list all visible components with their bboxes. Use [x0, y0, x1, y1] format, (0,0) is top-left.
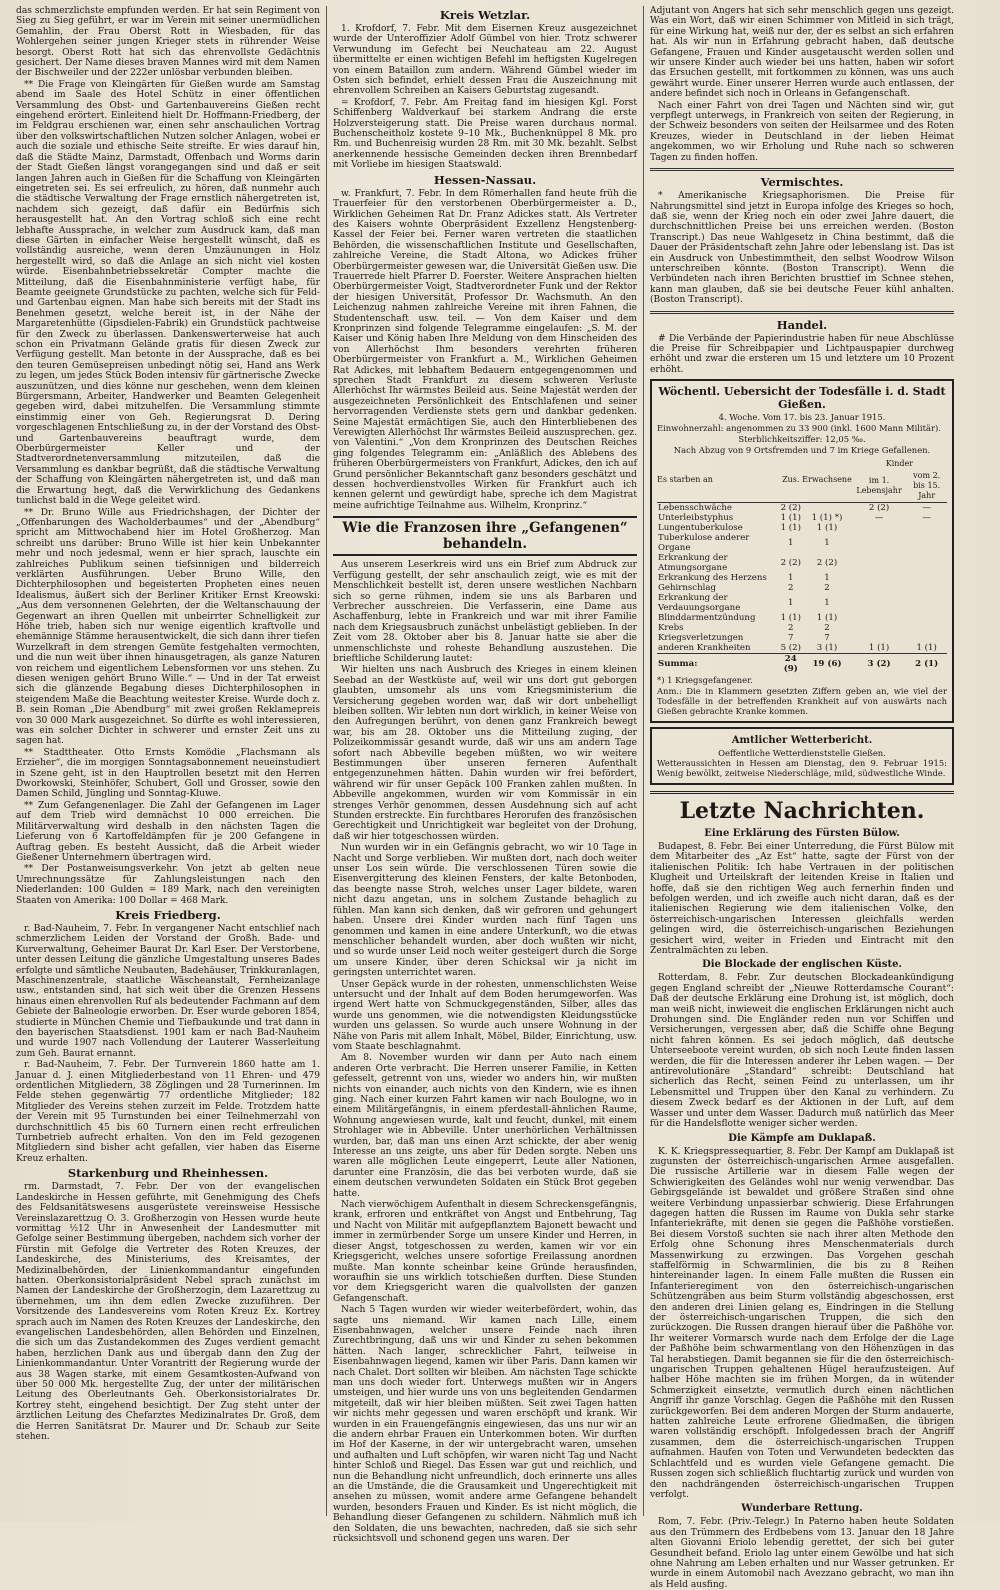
deaths-title: Wöchentl. Uebersicht der Todesfälle i. d. Stadt Gießen. [658, 385, 946, 412]
deaths-table [657, 458, 947, 674]
deaths-row [657, 503, 947, 514]
deaths-adults: 19 (6) [802, 654, 852, 675]
deaths-first-year: 3 (2) [852, 654, 907, 675]
deaths-table-body [657, 503, 947, 675]
weather-subtitle: Oeffentliche Wetterdienststelle Gießen. [718, 747, 886, 758]
deaths-first-year [852, 523, 907, 533]
article-franzosen-intro: Aus unserem Leserkreis wird uns ein Brief zum Abdruck zur Verfügung gestellt, der sehr anschaulich zeigt, wie es mit der Menschlichkeit bestellt ist, deren unsere westlichen Nachbarn sich so gerne rühmen, indem sie uns als Barbaren und Verbrecher ausschreien. Die Verfasserin, eine Dame aus Aschaffenburg, lebte in Frankreich und war mit ihrer Familie nach dem Kriegsausbruch zunächst unbelästigt geblieben. In der Zeit vom 28. Oktober aber bis 8. Januar hatte sie aber die unmenschlichste und roheste Behandlung auszustehen. Die brieftliche Schilderung lautet: [333, 560, 637, 664]
article-franzosen-p3: Unser Gepäck wurde in der rohesten, unmenschlichsten Weise untersucht und der Inhalt auf dem Boden herumgeworfen. Was irgend Wert hatte von Schmuckgegenständen, Silber, alles das wurde uns genommen, wie die notwendigsten Kleidungsstücke wurden uns gelassen. So wurde auch unsere Wohnung in der Nähe von Paris mit allem Inhalt, Möbel, Bilder, Einrichtung, usw. vom Staate beschlagnahmt. [333, 979, 637, 1052]
deaths-total: 1 [788, 538, 794, 549]
deaths-cause: anderen Krankheiten [658, 643, 751, 654]
deaths-first-year [852, 593, 907, 613]
deaths-sum-row [657, 654, 947, 675]
deaths-2-15: — [922, 503, 931, 514]
divider [650, 168, 954, 171]
deaths-2-15 [906, 553, 947, 573]
deaths-rate: Sterblichkeitsziffer: 12,05 ‰. [738, 433, 866, 444]
article-gefangenenlager: ** Zum Gefangenenlager. Die Zahl der Gefangenen im Lager auf dem Trieb wird demnächst 10 000 erreichen. Die Militärverwaltung wird deshalb in den nächsten Tagen die Lieferung von 6 Kartoffeldämpfen für je 200 Gefangene in Auftrag geben. Es besteht Aussicht, daß die Arbeit wieder Gießener Unternehmern übertragen wird. [16, 800, 320, 863]
deaths-note: Nach Abzug von 9 Ortsfremden und 7 im Kriege Gefallenen. [673, 444, 931, 455]
deaths-cause: Tuberkulose anderer Organe [658, 533, 750, 554]
article-franzosen-p2: Nun wurden wir in ein Gefängnis gebracht, wo wir 10 Tage in Nacht und Sorge verblieben. Wir mußten dort, nach doch weiter unser Los sein würde. Die verschlossenen Türen sowie die Eisenvergitterung des kleinen Fensters, der kalte Betonboden, das beengte nasse Stroh, welches unser Lager bildete, waren nicht dazu angetan, uns in solchem Zustande behaglich zu fühlen. Man kann sich denken, daß wir gefroren und gehungert haben. Unsere drei Kinder wurden nach fünf Tagen uns genommen und kamen in eine andere Unterkunft, wo die etwas menschlicher behandelt wurden, aber doch wußten wir nicht, und so wurde unser Leid noch weiter gesteigert durch die Sorge um unsere Kinder, über deren Schicksal wir ja nicht im geringsten unterrichtet waren. [333, 843, 637, 979]
deaths-cause: Lungentuberkulose [658, 523, 743, 534]
article-krofdorf-2: = Krofdorf, 7. Febr. Am Freitag fand im hiesigen Kgl. Forst Schiffenberg Waldverkauf bei starkem Andrang die erste Holzversteigerung statt. Die Preise waren durchaus normal. Buchenscheitholz kostete 9–10 Mk., Buchenknüppel 8 Mk. pro Rm. und Buchenreisig wurden 28 Rm. mit 30 Mk. bezahlt. Selbst anerkennende hessische Gemeinden decken ihren Brennbedarf mit Vorliebe im hiesigen Staatswald. [333, 97, 637, 171]
deaths-2-15 [906, 583, 947, 593]
deaths-2-15 [906, 623, 947, 633]
deaths-first-year: 2 (2) [868, 503, 890, 514]
deaths-row [657, 583, 947, 593]
deaths-total: 2 (2) [780, 558, 801, 569]
deaths-first-year: — [874, 513, 884, 524]
deaths-total: 5 (2) [780, 643, 801, 654]
deaths-adults: 3 (1) [816, 643, 838, 654]
heading-rettung: Wunderbare Rettung. [741, 1503, 863, 1515]
deaths-2-15 [906, 533, 947, 553]
deaths-2-15: — [922, 513, 931, 524]
deaths-cause: Gehirnschlag [658, 583, 717, 594]
deaths-first-year: 1 (1) [868, 643, 890, 654]
article-franzosen-cont-2: Nach einer Fahrt von drei Tagen und Nächten sind wir, gut verpflegt unterwegs, in Frankreich von seiten der Regierung, in der Schweiz besonders von seiten der Heilsarmee und des Roten Kreuzes, wieder in Deutschland in der lieben Heimat angekommen, wo wir Erholung und Ruhe nach so schweren Tagen zu finden hoffen. [650, 100, 954, 163]
deaths-total: 1 (1) [780, 613, 801, 624]
deaths-annotation: Anm.: Die in Klammern gesetzten Ziffern geben an, wie viel der Todesfälle in der betreffenden Krankheit auf von auswärts nach Gießen gebrachte Kranke kommen. [657, 686, 947, 716]
section-heading-friedberg: Kreis Friedberg. [115, 907, 221, 922]
article-darmstadt: rm. Darmstadt, 7. Febr. Der von der evangelischen Landeskirche in Hessen geführte, mit Genehmigung des Chefs des Feldsanitätswesens ausgerüstete vereinsweise Hessische Vereinslazarettzug O. 3. Großherzogin von Hessen wurde heute vormittag ½12 Uhr in Anwesenheit der Landesmutter mit Gefolge seiner Bestimmung übergeben, nachdem sich vorher der Fürstin mit Gefolge die Vertreter des Roten Kreuzes, der Landeskirche, des Ministeriums, des Kreisamtes, der Medizinalbehörden, der Linienkommandantur eingefunden hatten. Oberkonsistorialpräsident Nebel sprach zunächst im Namen der Landeskirche der Großherzogin, dem Lazarettzug zu übernehmen, um ihn dem edlen Zwecke zuzuführen. Der Vorsitzende des Landesvereins vom Roten Kreuz Ex. Kortrey sprach auch im Namen des Roten Kreuzes der Landeskirche, den evangelischen Landesbehörden, allen Behörden und Einzelnen, die sich um das Zustandekommen des Zuges verdient gemacht haben, herzlichen Dank aus und übergab dann den Zug der Linienkommandantur. Unter Vorantritt der Regierung wurde der aus 38 Wagen starke, mit einem Gesamtkosten-Aufwand von über 50 000 Mk. hergestellte Zug, der unter der militärischen Leitung des Oberleutnants Geh. Oberkonsistorialrates Dr. Kortrey steht, eingehend besichtigt. Der Zug steht unter der ärztlichen Leitung des Chefarztes Medizinalrates Dr. Groß, dem die Herren Sanitätsrat Dr. Maurer und Dr. Schaub zur Seite stehen. [16, 1182, 320, 1443]
deaths-2-15: 1 (1) [916, 643, 937, 654]
deaths-2-15 [906, 633, 947, 643]
deaths-row [657, 523, 947, 533]
deaths-row [657, 513, 947, 523]
heading-buelow: Eine Erklärung des Fürsten Bülow. [704, 827, 900, 839]
deaths-total: 1 (1) [780, 513, 801, 524]
deaths-cause: Erkrankung des Herzens [658, 573, 767, 584]
article-franzosen-cont-1: Adjutant von Angers hat sich sehr menschlich gegen uns gezeigt. Was ein Wort, daß wir einen Schimmer von Mitleid in sich trägt, für eine Wirkung hat, weiß nur der, der es selbst an sich erfahren hat. Als wir nun in Erfahrung gebracht haben, daß deutsche Gefangene, Frauen und Kinder ausgetauscht werden sollen und wir unsere Kinder auch wieder bei uns hatten, haben wir sofort das Ersuchen gestellt, mit fortkommen zu können, was uns auch gewährt wurde. Einer unserer Herren wurde auch entlassen, der andere befindet sich noch in Orleans in Gefangenschaft. [650, 6, 954, 100]
deaths-adults: 1 (1) *) [811, 513, 843, 524]
heading-blockade: Die Blockade der englischen Küste. [702, 959, 902, 971]
article-nauheim-eser: r. Bad-Nauheim, 7. Febr. In vergangener Nacht entschlief nach schmerzlichem Leiden der Vorstand der Großh. Bade- und Kurverwaltung, Geheimer Baurat Dr. Karl Eser. Der Verstorbene, unter dessen Leitung die gänzliche Umgestaltung unseres Bades erfolgte und sämtliche Neubauten, Badehäuser, Trinkkuranlagen, Maschinenzentrale, staatliche Wäscheanstalt, Fernheizanlage usw., entstanden sind, hat sich weit über die Grenzen Hessens hinaus einen ehrenvollen Ruf als bedeutender Fachmann auf dem Gebiete der Balneologie erworben. Dr. Eser wurde geboren 1854, studierte in München Chemie und Tiefbaukunde und trat dann in den bayerischen Staatsdienst. 1901 kam er nach Bad-Nauheim und wurde 1907 nach Vollendung der Lauterer Wasserleitung zum Geh. Baurat ernannt. [16, 923, 320, 1059]
divider [650, 311, 954, 314]
deaths-row [657, 633, 947, 643]
article-postanweisung: ** Der Postanweisungsverkehr. Von jetzt ab gelten neue Umrechnungssätze für Zahlungsleistungen nach den Niederlanden: 100 Gulden = 189 Mark, nach den vereinigten Staaten von Amerika: 100 Dollar = 468 Mark. [16, 864, 320, 906]
deaths-2-15 [906, 523, 947, 533]
deaths-cause: Lebensschwäche [658, 503, 732, 514]
article-vermischtes: * Amerikanische Kriegsaphorismen. Die Preise für Nahrungsmittel sind jetzt in Europa infolge des Krieges so hoch, daß sie, wenn der Krieg noch ein oder zwei Jahre dauert, die durchschnittlichen Preise bei uns erreichen werden. (Boston Transcript.) Das neue Wahlgesetz in China bestimmt, daß die Dauer der Präsidentschaft zehn Jahre oder lebenslang ist. Das ist ein Ausdruck von Unbestimmtheit, den selbst Woodrow Wilson unterschreiben könnte. (Boston Transcript). Wenn die Verbündeten nach ihren Berichten brusttief im Schnee stehen, kann man glauben, daß sie bei deutsche Feuer kühl anhalten. (Boston Transcript). [650, 191, 954, 306]
article-handel: # Die Verbände der Papierindustrie haben für neue Abschlüsse die Preise für Schreibpapier und Lichtpauspapier durchweg erhöht und zwar die ersteren um 15 und letztere um 10 Prozent erhöht. [650, 333, 954, 375]
section-heading-starkenburg: Starkenburg und Rheinhessen. [67, 1166, 269, 1181]
deaths-col-cause: Es starben an [657, 458, 779, 503]
deaths-cause: Blinddarmentzündung [658, 613, 756, 624]
deaths-row [657, 533, 947, 553]
article-paragraph: das schmerzlichste empfunden werden. Er hat sein Regiment von Sieg zu Sieg geführt, er war im Verein mit seiner unermüdlichen Gemahlin, der Frau Oberst Rott in Wiesbaden, für das Wohlergehen seiner jungen Krieger stets in rührender Weise besorgt. Oberst Rott hat sich das ehrenvollste Gedächtnis gesichert. Der Name dieses braven Mannes wird mit dem Namen der Bischweiler und der 222er unlösbar verbunden bleiben. [16, 6, 320, 79]
deaths-adults: 2 [824, 623, 830, 634]
deaths-row [657, 573, 947, 583]
deaths-cause: Summa: [657, 654, 779, 675]
column-right [644, 6, 960, 1590]
deaths-col-2-15: vom 2. bis 15. Jahr [906, 470, 947, 503]
deaths-row [657, 593, 947, 613]
deaths-first-year [852, 613, 907, 623]
deaths-adults: 1 [824, 598, 830, 609]
deaths-adults: 1 [824, 573, 830, 584]
deaths-adults: 1 (1) [816, 523, 838, 534]
article-rettung: Rom, 7. Febr. (Priv.-Telegr.) In Paterno haben heute Soldaten aus den Trümmern des Erdbebens vom 13. Januar den 18 Jahre alten Giovanni Eriolo lebendig gerettet, der sich bei guter Gesundheit befand. Eriolo lag unter einem Gewölbe und hat sich ohne Nahrung am Leben erhalten und nur Wasser getrunken. Er wurde in einem Automobil nach Avezzano gebracht, wo man ihn als Held ausfing. [650, 1517, 954, 1590]
deaths-2-15: 2 (1) [906, 654, 947, 675]
deaths-adults: 7 [824, 633, 830, 644]
section-heading-handel: Handel. [776, 317, 828, 332]
deaths-adults: 2 (2) [816, 558, 838, 569]
deaths-row [657, 643, 947, 654]
deaths-row [657, 623, 947, 633]
headline-franzosen: Wie die Franzosen ihre „Gefangenen“ behandeln. [333, 516, 637, 556]
deaths-total: 2 [788, 583, 794, 594]
deaths-week: 4. Woche. Vom 17. bis 23. Januar 1915. [718, 412, 886, 423]
deaths-total: 2 [788, 623, 794, 634]
deaths-2-15 [906, 613, 947, 623]
deaths-cause: Unterleibstyphus [658, 513, 734, 524]
article-blockade: Rotterdam, 8. Febr. Zur deutschen Blockadeankündigung gegen England schreibt der „Nieuwe Rotterdamsche Courant“: Daß der deutsche Erklärung eine Drohung ist, ist möglich, doch man weiß nicht, inwieweit die englischen Erklärungen nicht auch Drohungen sind. Die Engländer reden nun vor Schiffen und Versicherungen, vergessen aber, daß die Schiffe ohne Begung nicht fahren können. Es sei jedoch möglich, daß deutsche Unterseeboote vereint wurden, ob sich noch Leute finden lassen werden, die für die Interessen anderer ihr Leben wagen. — Der antirevolutionäre „Standard“ schreibt: Deutschland hat sicherlich das Recht, seinen Feind zu unterlassen, um ihr Lebensmittel und Truppen über den Kanal zu verhindern. Zu diesem Zweck bedarf es der Aktionen in der Luft, auf dem Wasser und unter dem Wasser. Dadurch muß natürlich das Meer für die Handelsflotte weniger sicher werden. [650, 973, 954, 1130]
deaths-total: 1 [788, 573, 794, 584]
deaths-adults [802, 503, 852, 514]
article-franzosen-p4: Am 8. November wurden wir dann per Auto nach einem anderen Orte verbracht. Die Herren unserer Familie, in Ketten gefesselt, getrennt von uns, wieder wo anders hin, wir mußten nichts von einander, auch nichts von den Kindern, wie es ihnen ging. Nach einer kurzen Fahrt kamen wir nach Boulogne, wo in einem Militärgefängnis, in einem pferdestall-ähnlichen Raume, Wohnung angewiesen wurde, kalt und feucht, dunkel, mit einem Strohlager wie in Abbeville. Unter unerhörlichen Verhältnissen wurden, bar, daß man uns einen Arzt schickte, der aber wenig Interesse an uns zeigte, uns aber für Deden sorgte. Neben uns waren alle möglichen Leute eingeperrt, Leute aller Nationen, darunter eine Französin, die das bei verboten wurde, daß sie einem deutschen verwundeten Soldaten ein Stück Brot gegeben hatte. [333, 1053, 637, 1199]
article-buelow: Budapest, 8. Febr. Bei einer Unterredung, die Fürst Bülow mit dem Mitarbeiter des „Az Est“ hatte, sagte der Fürst von der italienischen Politik: Ich habe Vertrauen in der politischen Klugheit und Urteilskraft der leitenden Kreise in Italien und hoffe, daß sie den richtigen Weg auch fernerhin finden und befolgen werden, und ich zweifle auch nicht daran, daß es der italienischen Regierung wie dem italienischen Volke, den österreichisch-ungarischen Interessen gleichfalls werden gelingen wird, die österreichisch-ungarischen Beziehungen gesichert wird, weiter in Frieden und Eintracht mit den Zentralmächten zu leben. [650, 841, 954, 957]
deaths-first-year [852, 553, 907, 573]
deaths-total: 24 (9) [779, 654, 802, 675]
deaths-first-year [852, 623, 907, 633]
deaths-col-children: Kinder [885, 459, 914, 469]
deaths-total: 1 (1) [780, 523, 801, 534]
deaths-cause: Kriegsverletzungen [658, 633, 744, 644]
article-nauheim-turnverein: r. Bad-Nauheim, 7. Febr. Der Turnverein 1860 hatte am 1. Januar d. J. einen Mitgliederbestand von 11 Ehren- und 479 ordentlichen Mitgliedern, 38 Zöglingen und 28 Turnerinnen. Im Felde stehen gegenwärtig 77 ordentliche Mitglieder; 182 Mitglieder des Vereins stehen zurzeit im Felde. Trotzdem hatte der Verein mit 95 Turnstunden bei einer Teilnehmerzahl von durchschnittlich 45 bis 60 Turnern einen recht erfreulichen Turnbetrieb aufrecht erhalten. Von den im Feld gezogenen Mitgliedern sind bisher acht gefallen, vier haben das Eiserne Kreuz erhalten. [16, 1060, 320, 1164]
deaths-first-year [852, 633, 907, 643]
deaths-adults: 2 [824, 583, 830, 594]
deaths-col-total: Zus. [779, 458, 802, 503]
article-kleingaerten: ** Die Frage von Kleingärten für Gießen wurde am Samstag abend im Saale des Hotel Schütz in einer öffentlichen Versammlung des Obst- und Gartenbauvereins Gießen recht eingehend erörtert. Einleitend hielt Dr. Hoffmann-Friedberg, der im Feldgrau erschienen war, einen sehr anschaulichen Vortrag über den volkswirtschaftlichen Nutzen solcher Anlagen, wobei er auch die soziale und ethische Seite streifte. Er wies darauf hin, daß die Städte Mainz, Darmstadt, Offenbach und Worms darin der Stadt Gießen längst vorangegangen sind und daß er seit langen Jahren auch in Gießen für die Schaffung von Kleingärten eingetreten sei. Es sei erfreulich, zu hören, daß nunmehr auch die städtische Verwaltung der Frage ernstlich nähergetreten ist, nachdem sich gezeigt, daß dafür ein Bedürfnis sich herausgestellt hat. An den Vortrag schloß sich eine recht lebhafte Aussprache, in welcher zum Ausdruck kam, daß man diese Gärten in einfacher Weise hergestellt wünscht, daß es vollständig ausreiche, wenn deren Umzäunungen in Holz hergestellt wird, so daß die Anlage an sich nicht viel kosten würde. Eisenbahnbetriebssekretär Compter machte die Mitteilung, daß die Eisenbahnministerie verfügt habe, für Beamte geeignete Grundstücke zu pachten, welche sich für Feld- und Gartenbau eignen. Man habe sich bereits mit der Stadt ins Benehmen gesetzt, welche bereit ist, in der Nähe der Margaretenhütte (Gipsdielen-Fabrik) ein Grundstück pachtweise für den Zweck zu überlassen. Dankenswerterweise hat auch schon ein Privatmann Gelände gratis für diesen Zweck zur Verfügung gestellt. Man betonte in der Aussprache, daß es bei den teuren Gemüsepreisen unbedingt nötig sei, Hand ans Werk zu legen, um jedes Stück Boden intensiv für gärtnerische Zwecke auszunützen, und dies könne nur geschehen, wenn dem kleinen Bürgersmann, Arbeiter, Handwerker und Beamten Gelegenheit gegeben wird, dabei mitzuhelfen. Die Versammlung stimmte einstimmig einer von Geh. Regierungsrat D. Dering vorgeschlagenen Entschließung zu, in der der Vorstand des Obst- und Gartenbauvereins beauftragt wurde, dem Oberbürgermeister Keller und der Stadtverordnetenversammlung mitzuteilen, daß die Versammlung es dankbar begrüßt, daß die städtische Verwaltung der Schaffung von Kleingärten nähergetreten ist, und daß man die Erwartung hegt, daß die Verwirklichung des Gedankens tunlichst bald in die Wege geleitet wird. [16, 79, 320, 507]
deaths-first-year [852, 583, 907, 593]
article-dukla: K. K. Kriegspressequartier, 8. Febr. Der Kampf am Duklapaß ist zugunsten der österreichisch-ungarischen Armee ausgefallen. Die russische Artillerie war in diesem Falle wegen der Schwierigkeiten des Geländes wohl nur wenig verwendbar. Das Gebirgsgelände ist bewaldet und größere Straßen sind ohne weitere Verbindung unpassierbar schwierig. Diese Erfahrungen dagegen hatten die Russen im Raume von Dukla sehr starke Infanteriekräfte, mit denen sie gegen die Paßhöhe vorstießen. Bei diesem Vorstoß suchten sie nach ihrer alten Methode den Erfolg ohne Schonung ihres Menschenmaterials durch Massenwirkung zu erzwingen. Das Vorgehen geschah staffelförmig in Schwarmlinien, die bis zu 8 Reihen hintereinander lagen. In einem Falle mußten die Russen ein Infanterieregiment von den österreichisch-ungarischen Schützengräben aus beim Sturm vollständig abgeschossen, erst den anderen drei Linien gelang es, Eindringen in die Stellung der österreichisch-ungarischen Truppen, die sich den zurückzogen. Die Russen drangen hierauf über die Paßhöhe vor. Ihr weiterer Vormarsch wurde nach dem Erfolge der die Lage der Paßhöhe beim schwarmentlang von den Höhenzügen in das Tal herabstiegen. Damit begannen sie für die den österreichisch-ungarischen Truppen gehaltenen Hügel heraufzusteigen. Auf halber Höhe machten sie im frühen Morgen, da in wütender Schmerzigkeit einsetzte, vermutlich durch einen nächtlichen Angriff ihr ganze Vorschlag. Gegen die Paßhöhe mit den Russen zurückgeworfen. Bei dem anderen Morgen der Sturm andauerte, hatten zahlreiche Leute erfrorene Gliedmaßen, die übrigen waren vollständig erschöpft. Infolgedessen brach der Angriff zusammen, dem die österreichisch-ungarischen Truppen aufnahmen. Haufen von Toten und Verwundeten bedeckten das Schlachtfeld und es wurden viele Gefangene gemacht. Die Russen zogen sich schließlich fluchtartig zurück und wurden von den nachdrängenden österreichisch-ungarischen Truppen verfolgt. [650, 1146, 954, 1500]
article-bruno-wille: ** Dr. Bruno Wille aus Friedrichshagen, der Dichter der „Offenbarungen des Wacholderbaumes“ und der „Abendburg“ spricht am Mittwochabend hier im Hotel Großherzog. Man schreibt uns darüber: Bruno Wille ist hier kein Unbekannter mehr und noch jedesmal, wenn er hier sprach, lauschte ein zahlreiches Publikum seinen tiefsinnigen und bilderreich verklärten Ausführungen. Ueber Bruno Wille, den Dichterphilosophen und begeisterten Propheten eines neuen Idealismus, äußert sich der Berliner Kritiker Ernst Kreowski: „Aus dem versonnenen Gelehrten, der die Weltanschauung der Gegenwart an ihren Quellen mit unbeirrter Schnelligkeit zur Höhe trieb, haben sich nur wenige eigentlich kraftvolle und ehemännige Stämme herausentwickelt, die sich dann ihrer tiefen Wurzelkraft in dem strengen Gemüte festgehalten vermochten, und die nun weit über ihnen hinausgetragen, als ganze Naturen von reichem und eigentlichem Lebensformen vor uns stehen. Zu diesen wenigen gehört Bruno Wille.“ — Und in der Tat erweist sich die glänzende Begabung dieses Dichterphilosophen in steigendem Maße die Beachtung weitester Kreise. Wurde doch z. B. sein Roman „Die Abendburg“ mit zwei großen Reklamepreis von 30 000 Mark ausgezeichnet. So dürfte es wohl interessieren, was ein solcher Dichter in schwerer und ernster Zeit uns zu sagen hat. [16, 507, 320, 747]
deaths-col-first-year: im 1. Lebensjahr [852, 470, 907, 503]
deaths-first-year [852, 573, 907, 583]
section-heading-vermischtes: Vermischtes. [760, 175, 844, 190]
deaths-adults: 1 [824, 538, 830, 549]
deaths-cause: Krebs [658, 623, 684, 634]
deaths-overview-box [650, 379, 954, 722]
headline-letzte-nachrichten: Letzte Nachrichten. [650, 791, 954, 824]
column-left [10, 6, 326, 1516]
deaths-population: Einwohnerzahl: angenommen zu 33 900 (inkl. 1600 Mann Militär). [657, 422, 941, 433]
deaths-cause: Erkrankung der Verdauungsorgane [658, 593, 741, 614]
section-heading-wetzlar: Kreis Wetzlar. [439, 8, 531, 22]
weather-box [650, 727, 954, 785]
deaths-2-15 [906, 573, 947, 583]
article-stadttheater: ** Stadttheater. Otto Ernsts Komödie „Flachsmann als Erzieher“, die im morgigen Sonntagsabonnement neueinstudiert in Szene geht, ist in den Hauptrollen besetzt mit den Herren Dworkowski, Steinhöfer, Schubert, Goll und Grosser, sowie den Damen Schild, Jüngling und Sonntag-Kluwe. [16, 747, 320, 800]
deaths-cause: Erkrankung der Atmungsorgane [658, 553, 728, 574]
section-heading-hessen-nassau: Hessen-Nassau. [433, 172, 537, 187]
article-franzosen-p1: Wir hielten uns nach Ausbruch des Krieges in einem kleinen Seebad an der Westküste auf, weil wir uns dort gut geborgen glaubten, umsomehr als uns vom Kriegsministerium die Versicherung gegeben worden war, daß wir dort unbehelligt bleiben sollten. Wir lebten nun dort wirklich, in keiner Weise von den Aufregungen berührt, von denen ganz Frankreich bewegt war, bis am 28. Oktober uns die Mitteilung zuging, der Polizeikommissär gesandt wurde, daß wir uns am andern Tage sofort nach Abbeville begeben müßten, wo wir weitere Bestimmungen über unseren ferneren Aufenthalt entgegenzunehmen hätten. Dahin wurden wir frei befördert, während wir für unser Gepäck 100 Franken zahlen mußten. In Abbeville angekommen, wurden wir vom Kommissär in ein strenges Verhör genommen, dessen Ausdehnung sich auf acht Stunden erstreckte. Ein furchtbares Herorufen des französischen Gerechtigkeit und Unrichtigkeit war begleitet von der Drohung, daß wir hier totgeschossen würden. [333, 665, 637, 842]
deaths-col-adults: Erwachsene [802, 458, 852, 503]
deaths-footnote: *) 1 Kriegsgefangener. [657, 675, 753, 686]
deaths-2-15 [906, 593, 947, 613]
heading-dukla: Die Kämpfe am Duklapaß. [728, 1132, 876, 1144]
article-krofdorf-1: 1. Krofdorf, 7. Febr. Mit dem Eisernen Kreuz ausgezeichnet wurde der Unteroffizier Adolf Gümbel von hier. Trotz schwerer Verwundung im Gefecht bei Neuchateau am 22. August übermittelte er einen wichtigen Befehl im heftigsten Kugelregen von einem Bataillon zum andern. Während Gümbel wieder im Osten sich befindet, erhielt dessen Frau die Auszeichnung mit ehrenvollem Schreiben an Kaisers Geburtstag zugesandt. [333, 24, 637, 97]
article-franzosen-p5: Nach vierwöchigem Aufenthalt in diesem Schreckensgefängnis, krank, erfroren und entkräftet von Angst und Entbehrung, Tag und Nacht von Militär mit aufgepflanztem Bajonett bewacht und immer in zermürbender Sorge um unsere Kinder und Herren, in dieser Angst, totgeschossen zu werden, kamen wir vor ein Kriegsgericht, welches unsere sofortige Freilassung anordnen mußte. Man konnte scheinbar keine Gründe herausfinden, woraufhin sie uns wirklich totschießen durften. Diese Stunden vor dem Kriegsgericht waren die qualvollsten der ganzen Gefangenschaft. [333, 1200, 637, 1304]
article-franzosen-p6: Nach 5 Tagen wurden wir wieder weiterbefördert, wohin, das sagte uns niemand. Wir kamen nach Lille, einem Eisenbahnwagen, welcher unsere Feinde nach ihren Zurechtbringung, daß uns wir und Kinder zu sehen bekommen hätten. Nach langer, schrecklicher Fahrt, teilweise in Eisenbahnwagen liegend, kamen wir über Paris. Dann kamen wir nach Chalet. Dort sollten wir bleiben. Am nächsten Tage schickte man uns doch wieder fort. Unterwegs mußten wir in Angers umsteigen, und hier wurde uns von uns begleitenden Gendarmen mitgeteilt, daß wir hier bleiben müßten. Seit zwei Tagen hatten wir nichts mehr gegessen und waren erschöpft und krank. Wir wurden in ein Frauengefängnis eingewiesen, das uns nur wir an die andern ehrbar Frauen ein Unterkommen boten. Wir durften im Hof der Kaserne, in der wir untergebracht waren, umsehen und aufhalten und Luft schöpfen, wir waren nicht Tag und Nacht hinter Schloß und Riegel. Das Essen war gut und reichlich, und nun die Behandlung nicht unfreundlich, doch erinnerte uns alles an die Umstände, die die Grausamkeit und Ungerechtigkeit mit ansehen zu müssen, womit andere arme Gefangene behandelt wurden, besonders Frauen und Kinder. Es ist nicht möglich, die Behandlung dieser Gefangenen zu schildern. Nähmlich muß ich den Soldaten, die uns bewachten, nachreden, daß sie sich sehr rücksichtsvoll und schonend gegen uns waren. Der [333, 1305, 637, 1545]
deaths-adults: 1 (1) [816, 613, 838, 624]
deaths-first-year [852, 533, 907, 553]
deaths-total: 7 [788, 633, 794, 644]
deaths-total: 1 [788, 598, 794, 609]
deaths-row [657, 553, 947, 573]
weather-title: Amtlicher Wetterbericht. [731, 734, 873, 746]
column-middle [326, 6, 644, 1545]
deaths-total: 2 (2) [780, 503, 801, 514]
deaths-row [657, 613, 947, 623]
article-frankfurt: w. Frankfurt, 7. Febr. In dem Römerhallen fand heute früh die Trauerfeier für den verstorbenen Oberbürgermeister a. D., Wirklichen Geheimen Rat Dr. Franz Adickes statt. Als Vertreter des Kaisers wohnte Oberpräsident Exzellenz Hengstenberg-Kassel der Feier bei. Ferner waren vertreten die staatlichen Behörden, die wissenschaftlichen Institute und Gesellschaften, zahlreiche Vereine, die Stadt Altona, wo Adickes früher Oberbürgermeister gewesen war, die Universität Gießen usw. Die Trauerrede hielt Pfarrer D. Foerster. Weitere Ansprachen hielten Oberbürgermeister Voigt, Stadtverordneter Funk und der Rektor der hiesigen Universität, Professor Dr. Wachsmuth. An den Leichenzug nahmen zahlreiche Vereine mit ihren Fahnen, die Studentenschaft usw. teil. — Von dem Kaiser und dem Kronprinzen sind folgende Telegramme eingelaufen: „S. M. der Kaiser und König haben Ihre Meldung von dem Hinscheiden des von Allerhöchst Ihm besonders verehrten früheren Oberbürgermeister von Frankfurt a. M., Wirklichen Geheimen Rat Adickes, mit lebhaftem Bedauern entgegengenommen und sprechen Stadt Frankfurt zu diesem schweren Verluste Allerhöchst Ihr wärmstes Beileid aus. Seine Majestät werden der ausgezeichneten Persönlichkeit des Entschlafenen und seiner hervorragenden Verdienste stets gern und dankbar gedenken. Seine Majestät ermächtigen Sie, auch den Hinterbliebenen des Verewigten Allerhöchst Ihr wärmstes Beileid auszusprechen. gez. von Valentini.“ „Von dem Kronprinzen des Deutschen Reiches ging folgendes Telegramm ein: „Anläßlich des Ablebens des früheren Oberbürgermeisters von Frankfurt, Adickes, den ich auf Grund persönlicher Bekanntschaft ganz besonders geschätzt und dessen hochverdienstvolles Wirken für Frankfurt auch ich kennen gelernt und gewürdigt habe, spreche ich dem Magistrat meine aufrichtige Teilnahme aus. Wilhelm, Kronprinz.“ [333, 188, 637, 511]
weather-text: Wetteraussichten in Hessen am Dienstag, den 9. Februar 1915: Wenig bewölkt, zeitweise Niederschläge, mild, südwestliche Winde. [657, 758, 947, 779]
